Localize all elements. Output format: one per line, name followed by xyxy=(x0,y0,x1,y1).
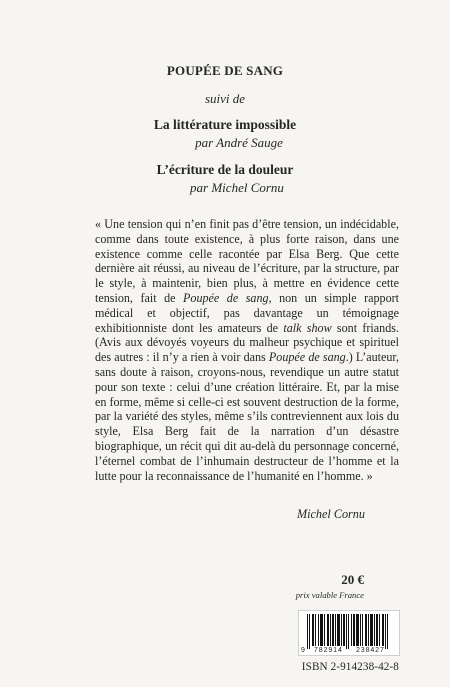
quote-text-4: .) L’auteur, sans doute à raison, croyons-nous, revendique un autre statut pour son texte : celui d’une création littéraire. Et, par la mise en forme, même si celle-ci est souvent destruction de la forme, par la variété des styles, même s’ils contreviennent aux lois du style, Elsa Berg fait de la narration d’un désastre biographique, un récit qui dit au-delà du personnage concerné, l’éternel combat de l’inhumain destructeur de l’homme et la lutte pour la reconnaissance de l’humanité en l’homme. » xyxy=(95,350,399,483)
barcode-digits-left: 782914 xyxy=(314,647,343,654)
quote-text-1: « Une tension qui n’en finit pas d’être tension, un indécidable, comme dans toute existence, à plus forte raison, dans une existence comme celle racontée par Elsa Berg. Que cette dernière ait réussi, au niveau de l’écriture, par la structure, par le style, à maintenir, bien plus, à mettre en évidence cette tension, fait de xyxy=(95,217,399,305)
price: 20 € xyxy=(341,572,364,587)
blurb-quote xyxy=(95,217,399,483)
quote-italic-talk-show: talk show xyxy=(283,320,332,335)
quote-text-2: , non un simple rapport médical et objectif, pas davantage un témoignage exhibitionniste dont les amateurs de xyxy=(95,290,400,335)
essay-1-author: par André Sauge xyxy=(195,135,283,150)
essay-2-author: par Michel Cornu xyxy=(190,180,284,195)
barcode-bars xyxy=(299,611,399,649)
essay-1-title: La littérature impossible xyxy=(153,117,297,132)
book-title: POUPÉE DE SANG xyxy=(166,63,284,78)
isbn: ISBN 2-914238-42-8 xyxy=(301,661,399,673)
suivi-de-label: suivi de xyxy=(204,91,246,106)
barcode-digits xyxy=(299,647,399,657)
quote-text-3: sont friands. (Avis aux dévoyés voyeurs du malheur psychique et spirituel des autres : il n’y a rien à voir dans xyxy=(95,320,399,365)
quote-signature: Michel Cornu xyxy=(296,507,365,521)
quote-italic-title-1: Poupée de sang xyxy=(183,290,269,305)
barcode xyxy=(298,610,400,656)
price-note: prix valable France xyxy=(295,590,364,600)
essay-2-title: L’écriture de la douleur xyxy=(156,162,294,177)
barcode-digit-prefix: 9 xyxy=(301,647,305,654)
barcode-digits-right: 238427 xyxy=(356,647,385,654)
quote-italic-title-2: Poupée de sang xyxy=(268,350,346,365)
